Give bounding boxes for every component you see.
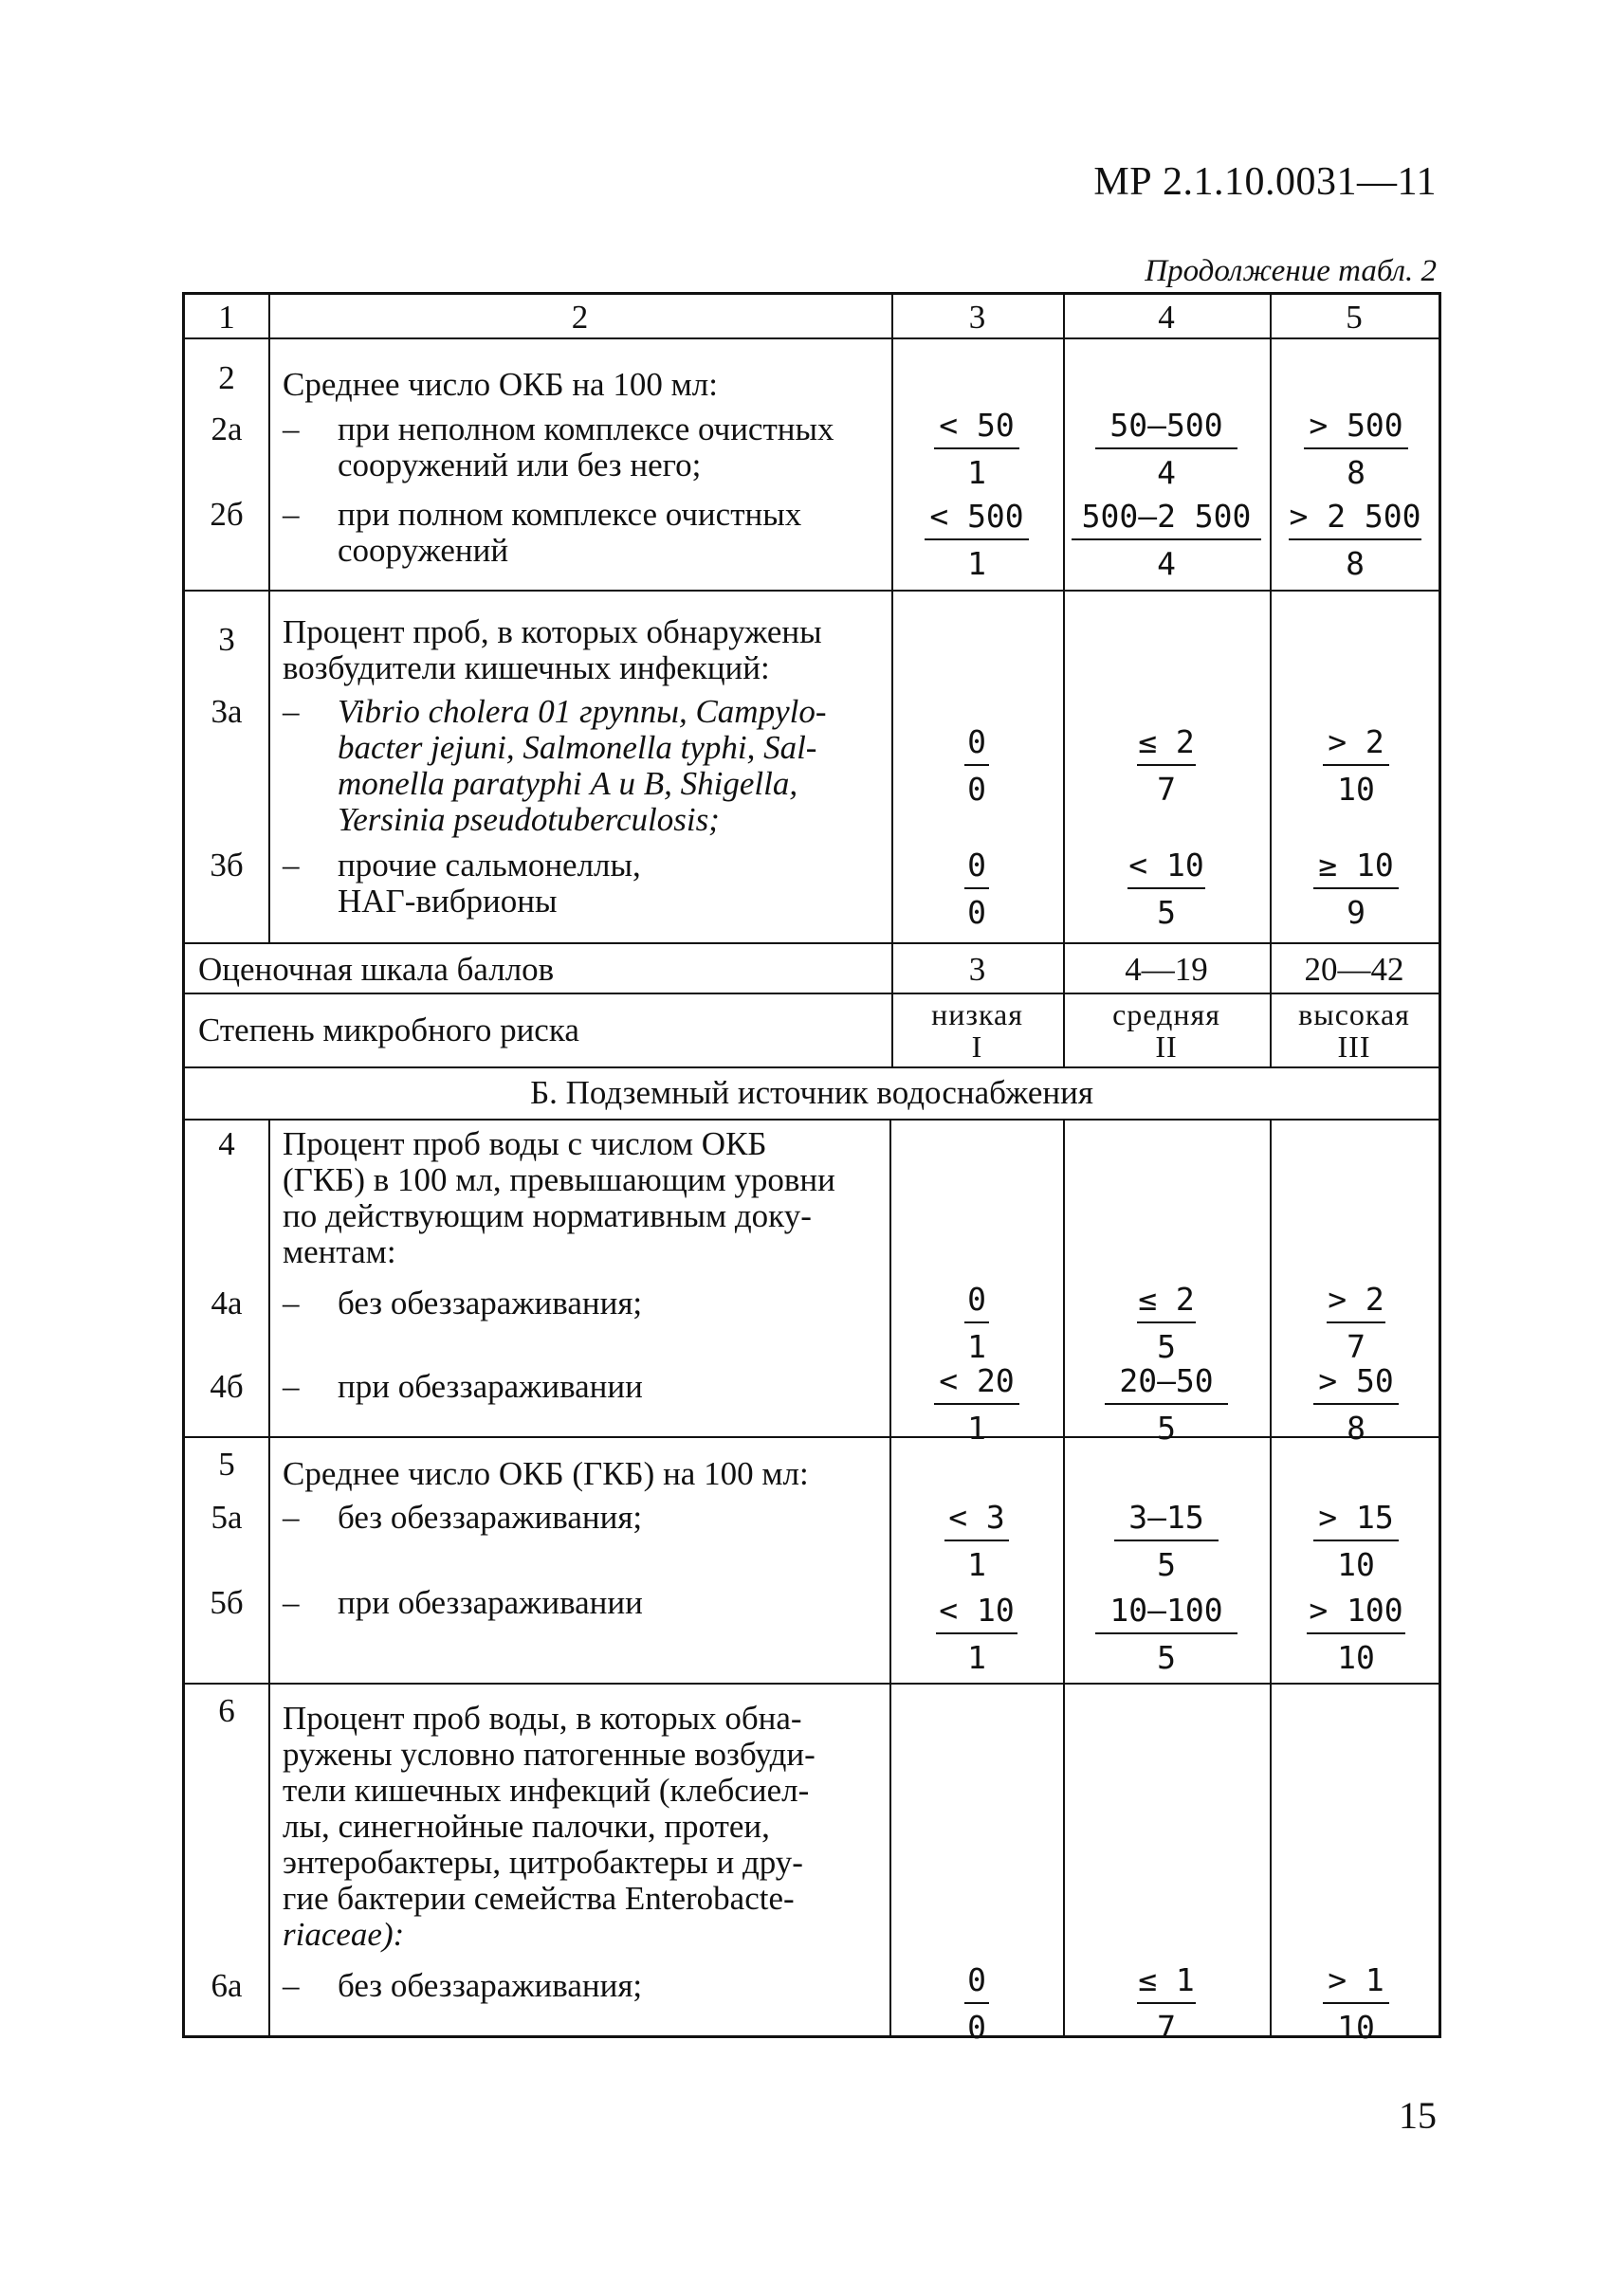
fraction-top: > 500 [1309, 407, 1403, 444]
fraction-top: 20—50 [1119, 1362, 1214, 1399]
rule [1270, 1119, 1272, 2035]
section-title: Б. Подземный источник водоснабжения [530, 1074, 1093, 1111]
row-number: 5а [211, 1499, 243, 1536]
row-number: 6 [218, 1692, 235, 1729]
fraction-c4 [1086, 1362, 1247, 1448]
fraction-top: 0 [967, 847, 986, 884]
fraction-bottom: 0 [967, 2009, 986, 2046]
row-label-line: Процент проб, в которых обнаружены [283, 613, 822, 650]
dash: – [283, 1967, 300, 2004]
row-label-line: прочие сальмонеллы, [338, 847, 641, 884]
fraction-top: < 500 [929, 498, 1024, 535]
row-label-line: monella paratyphi А и В, Shigella, [338, 765, 798, 802]
fraction-bottom: 1 [967, 1639, 986, 1676]
fraction-bottom: 1 [967, 1410, 986, 1447]
rule [185, 1436, 1439, 1438]
table-caption: Продолжение табл. 2 [1145, 254, 1437, 288]
data-table [182, 292, 1441, 2046]
row-number: 4 [218, 1125, 235, 1162]
fraction-top: ≤ 1 [1138, 1961, 1195, 1998]
column-header: 2 [571, 299, 589, 336]
column-header: 1 [218, 299, 235, 336]
rule [185, 993, 1439, 994]
fraction-bottom: 9 [1347, 894, 1366, 931]
row-label: при обеззараживании [338, 1368, 643, 1405]
fraction-c5 [1294, 1362, 1418, 1448]
row-number: 6а [211, 1967, 243, 2004]
row-label-line: гие бактерии семейства Enterobacte- [283, 1880, 795, 1917]
fraction-bottom: 1 [967, 1546, 986, 1583]
fraction-c5 [1274, 498, 1437, 583]
row-number: 2б [210, 496, 244, 533]
row-label-line: riaceae): [283, 1916, 405, 1953]
fraction-c5 [1294, 1499, 1418, 1584]
fraction-c3 [944, 723, 1010, 809]
row-number: 3 [218, 621, 235, 658]
fraction-top: > 2 [1328, 1281, 1384, 1318]
fraction-c5 [1304, 1281, 1408, 1366]
fraction-top: 0 [967, 1961, 986, 1998]
fraction-top: > 1 [1328, 1961, 1384, 1998]
fraction-c5 [1280, 1592, 1432, 1677]
row-number: 3а [211, 693, 243, 730]
fraction-bottom: 8 [1346, 545, 1365, 582]
fraction-top: 3—15 [1128, 1499, 1204, 1536]
rule [185, 590, 1439, 592]
rule [268, 1119, 270, 2035]
row-label-line: НАГ-вибрионы [338, 883, 558, 920]
rule [1063, 1119, 1065, 2035]
fraction-c3 [944, 847, 1010, 932]
row-number: 4а [211, 1285, 243, 1321]
column-header: 5 [1346, 299, 1363, 336]
fraction-c5 [1294, 847, 1418, 932]
fraction-c5 [1304, 723, 1408, 809]
risk-high-label: высокая [1298, 997, 1410, 1031]
fraction-top: < 20 [939, 1362, 1015, 1399]
fraction-c3 [915, 498, 1038, 583]
fraction-top: < 10 [939, 1592, 1015, 1629]
fraction-bottom: 7 [1157, 771, 1176, 808]
fraction-bottom: 5 [1157, 1546, 1176, 1583]
row-label-line: bacter jejuni, Salmonella typhi, Sal- [338, 729, 817, 766]
risk-medium-roman: II [1155, 1030, 1178, 1064]
row-label-line: Yersinia pseudotuberculosis; [338, 801, 720, 838]
risk-low-label: низкая [931, 997, 1023, 1031]
row-label-line: при неполном комплексе очистных [338, 410, 834, 447]
fraction-top: > 50 [1318, 1362, 1394, 1399]
risk-high-roman: III [1337, 1030, 1371, 1064]
row-label: без обеззараживания; [338, 1285, 643, 1321]
row-label-line: сооружений или без него; [338, 446, 702, 483]
fraction-c4 [1072, 407, 1261, 492]
row-label-line: Процент проб воды с числом ОКБ [283, 1125, 767, 1162]
fraction-top: < 10 [1128, 847, 1204, 884]
fraction-top: 50—500 [1109, 407, 1223, 444]
score-scale-label: Оценочная шкала баллов [198, 951, 555, 988]
fraction-c4 [1067, 498, 1266, 583]
fraction-top: < 3 [948, 1499, 1005, 1536]
score-low: 3 [968, 951, 986, 988]
fraction-bottom: 4 [1157, 454, 1176, 491]
dash: – [283, 1499, 300, 1536]
fraction-top: > 2 [1328, 723, 1384, 760]
fraction-bottom: 7 [1157, 2009, 1176, 2046]
fraction-c3 [925, 407, 1029, 492]
rule [185, 1066, 1439, 1068]
risk-medium-label: средняя [1112, 997, 1220, 1031]
fraction-top: > 15 [1318, 1499, 1394, 1536]
rule [185, 337, 1439, 339]
dash: – [283, 1368, 300, 1405]
fraction-bottom: 5 [1157, 1410, 1176, 1447]
fraction-bottom: 4 [1157, 545, 1176, 582]
row-label: без обеззараживания; [338, 1499, 643, 1536]
fraction-c3 [944, 1961, 1010, 2047]
column-header: 4 [1158, 299, 1175, 336]
fraction-bottom: 0 [967, 894, 986, 931]
row-label-line: при полном комплексе очистных [338, 496, 802, 533]
row-number: 4б [210, 1368, 244, 1405]
fraction-bottom: 7 [1347, 1328, 1366, 1365]
fraction-c4 [1076, 1592, 1256, 1677]
rule [185, 1119, 1439, 1121]
row-label-line: ружены условно патогенные возбуди- [283, 1736, 816, 1773]
fraction-bottom: 8 [1347, 1410, 1366, 1447]
fraction-c3 [944, 1281, 1010, 1366]
row-label: при обеззараживании [338, 1584, 643, 1621]
fraction-top: < 50 [939, 407, 1015, 444]
fraction-c4 [1100, 847, 1233, 932]
row-number: 2а [211, 410, 243, 447]
fraction-bottom: 10 [1337, 1546, 1375, 1583]
dash: – [283, 496, 300, 533]
rule [185, 1683, 1439, 1685]
fraction-top: 0 [967, 1281, 986, 1318]
fraction-c4 [1114, 1961, 1219, 2047]
row-label-line: лы, синегнойные палочки, протеи, [283, 1808, 770, 1845]
row-label-line: по действующим нормативным доку- [283, 1197, 812, 1234]
row-label-line: (ГКБ) в 100 мл, превышающим уровни [283, 1161, 835, 1198]
fraction-bottom: 10 [1337, 771, 1375, 808]
fraction-top: > 100 [1309, 1592, 1403, 1629]
fraction-bottom: 1 [967, 1328, 986, 1365]
column-header: 3 [968, 299, 986, 336]
rule [185, 942, 1439, 944]
row-number: 3б [210, 847, 244, 884]
fraction-c3 [929, 1499, 1024, 1584]
row-label: Среднее число ОКБ (ГКБ) на 100 мл: [283, 1455, 809, 1492]
document-code: МР 2.1.10.0031—11 [1093, 160, 1437, 204]
fraction-bottom: 5 [1157, 1639, 1176, 1676]
dash: – [283, 1285, 300, 1321]
fraction-bottom: 1 [967, 454, 986, 491]
fraction-c4 [1095, 1499, 1237, 1584]
fraction-c5 [1304, 1961, 1408, 2047]
dash: – [283, 693, 300, 730]
row-label-line: ментам: [283, 1233, 396, 1270]
fraction-top: ≤ 2 [1138, 1281, 1195, 1318]
fraction-bottom: 0 [967, 771, 986, 808]
fraction-bottom: 5 [1157, 1328, 1176, 1365]
fraction-bottom: 10 [1337, 1639, 1375, 1676]
row-label-line: энтеробактеры, цитробактеры и дру- [283, 1844, 803, 1881]
row-label-line: тели кишечных инфекций (клебсиел- [283, 1772, 810, 1809]
fraction-bottom: 8 [1347, 454, 1366, 491]
fraction-c4 [1114, 723, 1219, 809]
risk-degree-label: Степень микробного риска [198, 1011, 579, 1048]
fraction-bottom: 10 [1337, 2009, 1375, 2046]
row-label-line: Процент проб воды, в которых обна- [283, 1700, 802, 1737]
fraction-bottom: 5 [1157, 894, 1176, 931]
row-label: Среднее число ОКБ на 100 мл: [283, 366, 718, 403]
page-number: 15 [1399, 2094, 1437, 2137]
fraction-c3 [920, 1362, 1034, 1448]
fraction-top: ≥ 10 [1318, 847, 1394, 884]
fraction-top: ≤ 2 [1138, 723, 1195, 760]
row-label-line: Vibrio cholera 01 группы, Campylo- [338, 693, 827, 730]
rule [268, 295, 270, 942]
fraction-top: 0 [967, 723, 986, 760]
fraction-top: 10—100 [1109, 1592, 1223, 1629]
score-medium: 4—19 [1125, 951, 1208, 988]
row-label: без обеззараживания; [338, 1967, 643, 2004]
rule [889, 1119, 891, 2035]
row-number: 5б [210, 1584, 244, 1621]
fraction-top: > 2 500 [1289, 498, 1421, 535]
dash: – [283, 410, 300, 447]
dash: – [283, 1584, 300, 1621]
row-number: 2 [218, 359, 235, 396]
dash: – [283, 847, 300, 884]
row-label-line: сооружений [338, 532, 509, 569]
fraction-c3 [920, 1592, 1034, 1677]
fraction-bottom: 1 [967, 545, 986, 582]
fraction-c5 [1280, 407, 1432, 492]
fraction-c4 [1114, 1281, 1219, 1366]
fraction-top: 500—2 500 [1081, 498, 1252, 535]
row-number: 5 [218, 1446, 235, 1483]
score-high: 20—42 [1304, 951, 1404, 988]
risk-low-roman: I [971, 1030, 983, 1064]
row-label-line: возбудители кишечных инфекций: [283, 649, 770, 686]
